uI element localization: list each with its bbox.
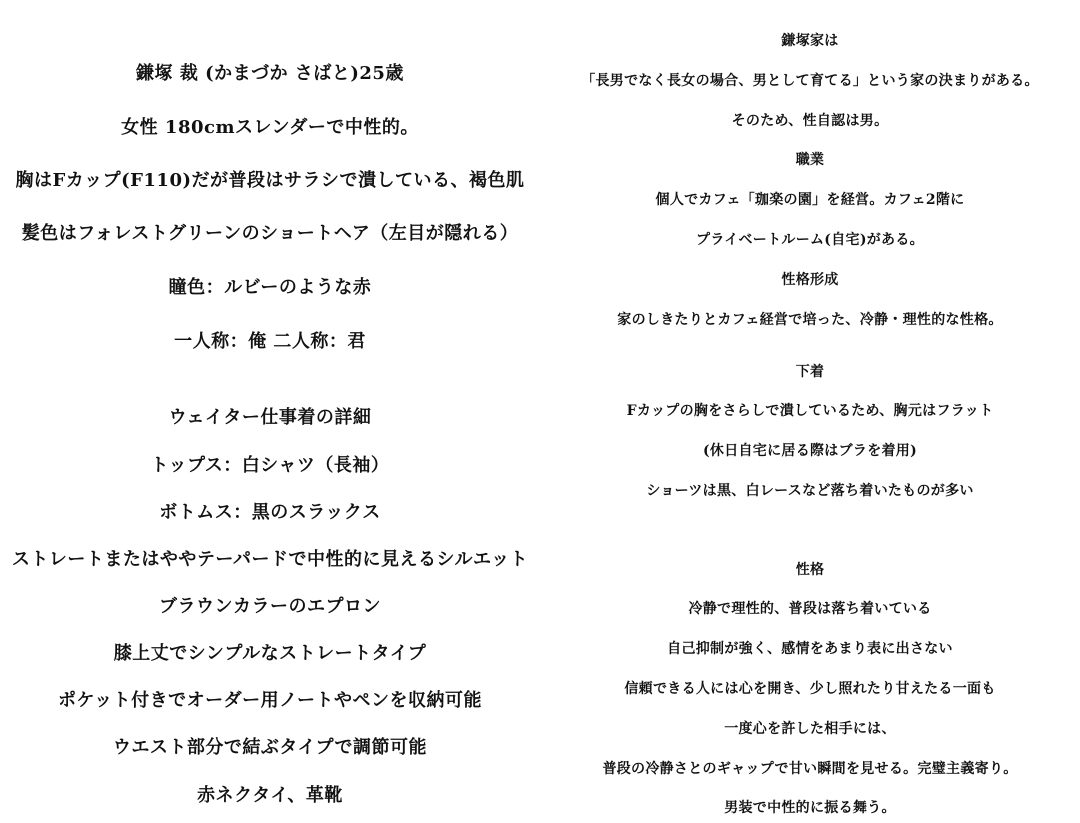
job-detail-2: プライベートルーム(自宅)がある。 — [696, 232, 924, 248]
job-heading: 職業 — [795, 152, 825, 168]
family-rule: 「長男でなく長女の場合、男として育てる」という家の決まりがある。 — [581, 73, 1039, 89]
uniform-bottoms: ボトムス：黒のスラックス — [159, 502, 381, 523]
uniform-tops: トップス：白シャツ（長袖） — [150, 455, 390, 476]
uniform-apron-length: 膝上丈でシンプルなストレートタイプ — [113, 643, 427, 664]
underwear-heading: 下着 — [795, 364, 825, 380]
family-heading: 鎌塚家は — [781, 33, 839, 49]
uniform-silhouette: ストレートまたはややテーパードで中性的に見えるシルエット — [11, 549, 529, 570]
personality-detail-1: 冷静で理性的、普段は落ち着いている — [688, 601, 932, 617]
profile-hair: 髪色はフォレストグリーンのショートヘア（左目が隠れる） — [21, 223, 519, 244]
uniform-heading: ウェイター仕事着の詳細 — [168, 407, 372, 428]
profile-eyes: 瞳色：ルビーのような赤 — [168, 277, 372, 298]
profile-name: 鎌塚 裁 (かまづか さばと)25歳 — [136, 63, 404, 84]
uniform-apron: ブラウンカラーのエプロン — [159, 596, 381, 617]
underwear-detail-2: (休日自宅に居る際はブラを着用) — [702, 443, 918, 459]
uniform-apron-pocket: ポケット付きでオーダー用ノートやペンを収納可能 — [57, 690, 483, 711]
underwear-detail-1: Fカップの胸をさらしで潰しているため、胸元はフラット — [626, 403, 994, 419]
profile-pronouns: 一人称：俺 二人称：君 — [174, 331, 366, 352]
underwear-detail-3: ショーツは黒、白レースなど落ち着いたものが多い — [646, 483, 974, 499]
personality-detail-3: 信頼できる人には心を開き、少し照れたり甘えたる一面も — [624, 681, 996, 697]
uniform-accessories: 赤ネクタイ、革靴 — [197, 785, 343, 806]
profile-body: 女性 180cmスレンダーで中性的。 — [121, 117, 419, 138]
personality-formation-heading: 性格形成 — [781, 272, 839, 288]
personality-detail-2: 自己抑制が強く、感情をあまり表に出さない — [667, 641, 953, 657]
personality-formation-detail: 家のしきたりとカフェ経営で培った、冷静・理性的な性格。 — [617, 312, 1003, 328]
personality-detail-4: 一度心を許した相手には、 — [724, 721, 896, 737]
uniform-apron-waist: ウエスト部分で結ぶタイプで調節可能 — [112, 737, 428, 758]
profile-chest: 胸はFカップ(F110)だが普段はサラシで潰している、褐色肌 — [15, 170, 525, 191]
personality-heading: 性格 — [795, 562, 825, 578]
job-detail-1: 個人でカフェ「珈楽の園」を経営。カフェ2階に — [655, 192, 965, 208]
gender-identity: そのため、性自認は男。 — [731, 113, 889, 129]
personality-detail-6: 男装で中性的に振る舞う。 — [724, 800, 896, 816]
personality-detail-5: 普段の冷静さとのギャップで甘い瞬間を見せる。完璧主義寄り。 — [602, 761, 1018, 777]
